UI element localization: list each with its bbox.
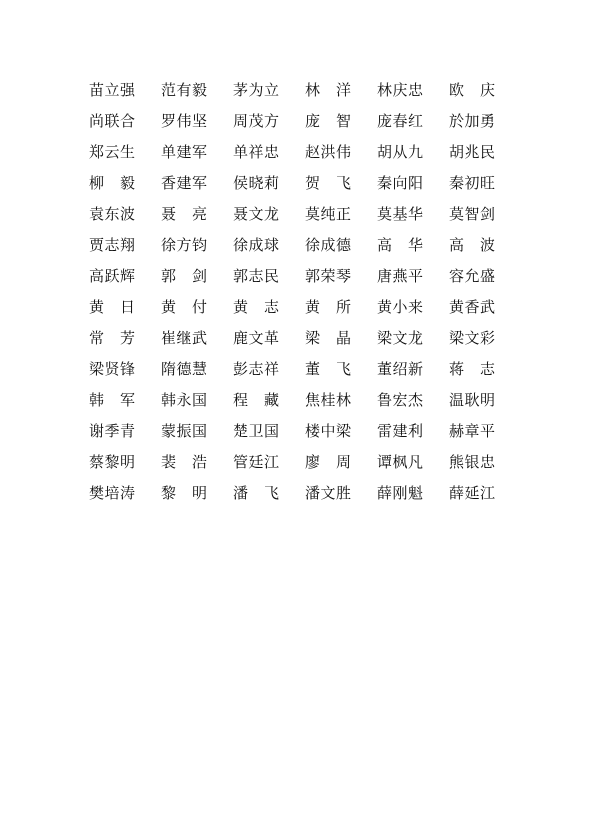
name-entry: 高 波 xyxy=(449,235,496,254)
name-entry: 温耿明 xyxy=(449,390,496,409)
name-entry: 梁贤锋 xyxy=(89,359,136,378)
name-entry: 贺 飞 xyxy=(305,173,352,192)
name-entry: 容允盛 xyxy=(449,266,496,285)
name-entry: 袁东波 xyxy=(89,204,136,223)
name-list xyxy=(89,74,529,508)
name-entry: 罗伟坚 xyxy=(161,111,208,130)
name-entry: 郭志民 xyxy=(233,266,280,285)
name-entry: 董 飞 xyxy=(305,359,352,378)
name-entry: 梁文龙 xyxy=(377,328,424,347)
name-entry: 韩 军 xyxy=(89,390,136,409)
name-entry: 黄 所 xyxy=(305,297,352,316)
name-entry: 潘 飞 xyxy=(233,483,280,502)
name-row xyxy=(89,260,529,291)
name-entry: 莫纯正 xyxy=(305,204,352,223)
name-entry: 蔡黎明 xyxy=(89,452,136,471)
name-entry: 香建军 xyxy=(161,173,208,192)
name-entry: 林庆忠 xyxy=(377,80,424,99)
name-entry: 黎 明 xyxy=(161,483,208,502)
name-entry: 楚卫国 xyxy=(233,421,280,440)
name-entry: 唐燕平 xyxy=(377,266,424,285)
name-entry: 崔继武 xyxy=(161,328,208,347)
name-row xyxy=(89,384,529,415)
name-row xyxy=(89,291,529,322)
name-entry: 雷建利 xyxy=(377,421,424,440)
name-entry: 郭 剑 xyxy=(161,266,208,285)
name-entry: 潘文胜 xyxy=(305,483,352,502)
name-entry: 樊培涛 xyxy=(89,483,136,502)
name-entry: 庞 智 xyxy=(305,111,352,130)
name-entry: 莫智剑 xyxy=(449,204,496,223)
name-entry: 林 洋 xyxy=(305,80,352,99)
name-entry: 鹿文革 xyxy=(233,328,280,347)
name-entry: 胡兆民 xyxy=(449,142,496,161)
name-entry: 管廷江 xyxy=(233,452,280,471)
name-entry: 蒙振国 xyxy=(161,421,208,440)
name-entry: 蒋 志 xyxy=(449,359,496,378)
name-entry: 单建军 xyxy=(161,142,208,161)
name-entry: 范有毅 xyxy=(161,80,208,99)
name-entry: 庞春红 xyxy=(377,111,424,130)
name-entry: 梁文彩 xyxy=(449,328,496,347)
name-entry: 高 华 xyxy=(377,235,424,254)
name-entry: 秦初旺 xyxy=(449,173,496,192)
name-entry: 郭荣琴 xyxy=(305,266,352,285)
name-entry: 黄香武 xyxy=(449,297,496,316)
name-entry: 谢季青 xyxy=(89,421,136,440)
name-entry: 茅为立 xyxy=(233,80,280,99)
name-entry: 单祥忠 xyxy=(233,142,280,161)
name-row xyxy=(89,74,529,105)
name-entry: 赵洪伟 xyxy=(305,142,352,161)
name-entry: 隋德慧 xyxy=(161,359,208,378)
name-entry: 韩永国 xyxy=(161,390,208,409)
name-entry: 徐成德 xyxy=(305,235,352,254)
name-row xyxy=(89,477,529,508)
name-entry: 胡从九 xyxy=(377,142,424,161)
name-entry: 彭志祥 xyxy=(233,359,280,378)
name-row xyxy=(89,353,529,384)
name-entry: 鲁宏杰 xyxy=(377,390,424,409)
name-entry: 聂 亮 xyxy=(161,204,208,223)
name-entry: 贾志翔 xyxy=(89,235,136,254)
name-entry: 徐成球 xyxy=(233,235,280,254)
name-row xyxy=(89,322,529,353)
name-entry: 谭枫凡 xyxy=(377,452,424,471)
name-entry: 裴 浩 xyxy=(161,452,208,471)
name-row xyxy=(89,136,529,167)
name-row xyxy=(89,105,529,136)
name-entry: 莫基华 xyxy=(377,204,424,223)
name-entry: 熊银忠 xyxy=(449,452,496,471)
name-entry: 苗立强 xyxy=(89,80,136,99)
name-entry: 黄 志 xyxy=(233,297,280,316)
name-entry: 郑云生 xyxy=(89,142,136,161)
name-row xyxy=(89,167,529,198)
name-entry: 黄 日 xyxy=(89,297,136,316)
name-entry: 廖 周 xyxy=(305,452,352,471)
name-entry: 秦向阳 xyxy=(377,173,424,192)
name-entry: 黄小来 xyxy=(377,297,424,316)
name-row xyxy=(89,446,529,477)
name-entry: 董绍新 xyxy=(377,359,424,378)
name-row xyxy=(89,415,529,446)
name-row xyxy=(89,198,529,229)
name-entry: 薛延江 xyxy=(449,483,496,502)
name-entry: 欧 庆 xyxy=(449,80,496,99)
name-entry: 徐方钧 xyxy=(161,235,208,254)
name-row xyxy=(89,229,529,260)
name-entry: 於加勇 xyxy=(449,111,496,130)
name-entry: 聂文龙 xyxy=(233,204,280,223)
name-entry: 周茂方 xyxy=(233,111,280,130)
name-entry: 焦桂林 xyxy=(305,390,352,409)
name-entry: 程 藏 xyxy=(233,390,280,409)
name-entry: 楼中梁 xyxy=(305,421,352,440)
name-entry: 高跃辉 xyxy=(89,266,136,285)
name-entry: 侯晓莉 xyxy=(233,173,280,192)
name-entry: 柳 毅 xyxy=(89,173,136,192)
name-entry: 赫章平 xyxy=(449,421,496,440)
name-entry: 尚联合 xyxy=(89,111,136,130)
name-entry: 黄 付 xyxy=(161,297,208,316)
name-entry: 梁 晶 xyxy=(305,328,352,347)
name-entry: 常 芳 xyxy=(89,328,136,347)
name-entry: 薛刚魁 xyxy=(377,483,424,502)
